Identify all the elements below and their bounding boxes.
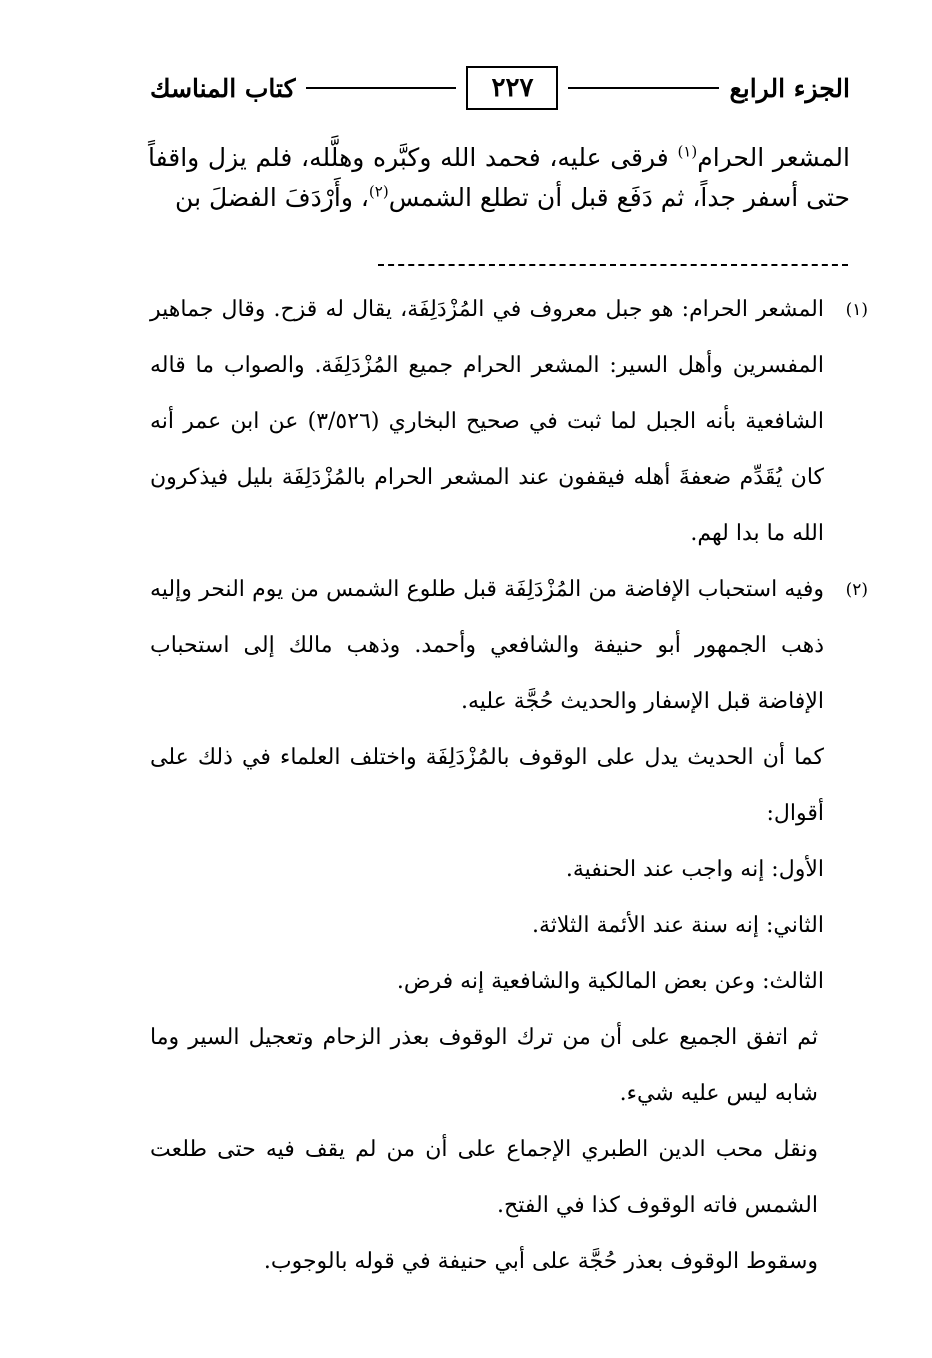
header-rule-right [568, 87, 719, 89]
paragraph-tabari: ونقل محب الدين الطبري الإجماع على أن من لم يقف فيه حتى طلعت الشمس فاته الوقوف كذا في الفتح. [150, 1137, 818, 1218]
footnote-separator [378, 264, 848, 266]
header-rule-left [306, 87, 457, 89]
paragraph-opinion-second: الثاني: إنه سنة عند الأئمة الثلاثة. [532, 913, 824, 938]
footnote-text-1: المشعر الحرام: هو جبل معروف في المُزْدَلِفَة، يقال له قزح. وقال جماهير المفسرين وأهل السير: المشعر الحرام جميع المُزْدَلِفَة. والصواب ما قاله الشافعية بأنه الجبل لما ثبت في صحيح البخاري (٣/٥٢٦) عن ابن عمر أنه كان يُقَدِّم ضعفةَ أهله فيقفون عند المشعر الحرام بالمُزْدَلِفَة بليل فيذكرون الله ما بدا لهم. [150, 297, 824, 546]
footnote-ref-2: (٢) [368, 182, 389, 201]
footnote-number-2: (٢) [845, 580, 868, 600]
main-text-start: المشعر الحرام [697, 143, 850, 172]
paragraph-conclusion: وسقوط الوقوف بعذر حُجَّة على أبي حنيفة في قوله بالوجوب. [263, 1249, 818, 1274]
footnote-2 [150, 562, 868, 730]
paragraph-opinions-intro: كما أن الحديث يدل على الوقوف بالمُزْدَلِفَة واختلف العلماء في ذلك على أقوال: [150, 745, 824, 826]
book-title: كتاب المناسك [150, 73, 296, 103]
paragraph-opinion-third: الثالث: وعن بعض المالكية والشافعية إنه فرض. [396, 969, 824, 994]
main-text-middle: فرقى عليه، فحمد الله وكبَّره وهلَّله، فلم يزل واقفاً حتى أسفر جداً، ثم دَفَع قبل أن تطلع الشمس [148, 143, 850, 212]
footnote-ref-1: (١) [677, 142, 698, 161]
footnote-number-1: (١) [845, 300, 868, 320]
footnote-1 [150, 282, 868, 562]
paragraph-opinion-first: الأول: إنه واجب عند الحنفية. [565, 857, 824, 882]
main-text-end: ، وأَرْدَفَ الفضلَ بن [175, 183, 369, 212]
page-header [150, 62, 850, 114]
page-number: ٢٢٧ [466, 66, 558, 110]
volume-title: الجزء الرابع [729, 73, 850, 103]
footnote-text-2: وفيه استحباب الإفاضة من المُزْدَلِفَة قبل طلوع الشمس من يوم النحر وإليه ذهب الجمهور أبو حنيفة والشافعي وأحمد. وذهب مالك إلى استحباب الإفاضة قبل الإسفار والحديث حُجَّة عليه. [150, 577, 825, 714]
footnotes-section [150, 282, 868, 1290]
paragraph-consensus: ثم اتفق الجميع على أن من ترك الوقوف بعذر الزحام وتعجيل السير وما شابه ليس عليه شيء. [150, 1025, 818, 1106]
main-paragraph [148, 138, 850, 218]
main-text [148, 138, 850, 218]
